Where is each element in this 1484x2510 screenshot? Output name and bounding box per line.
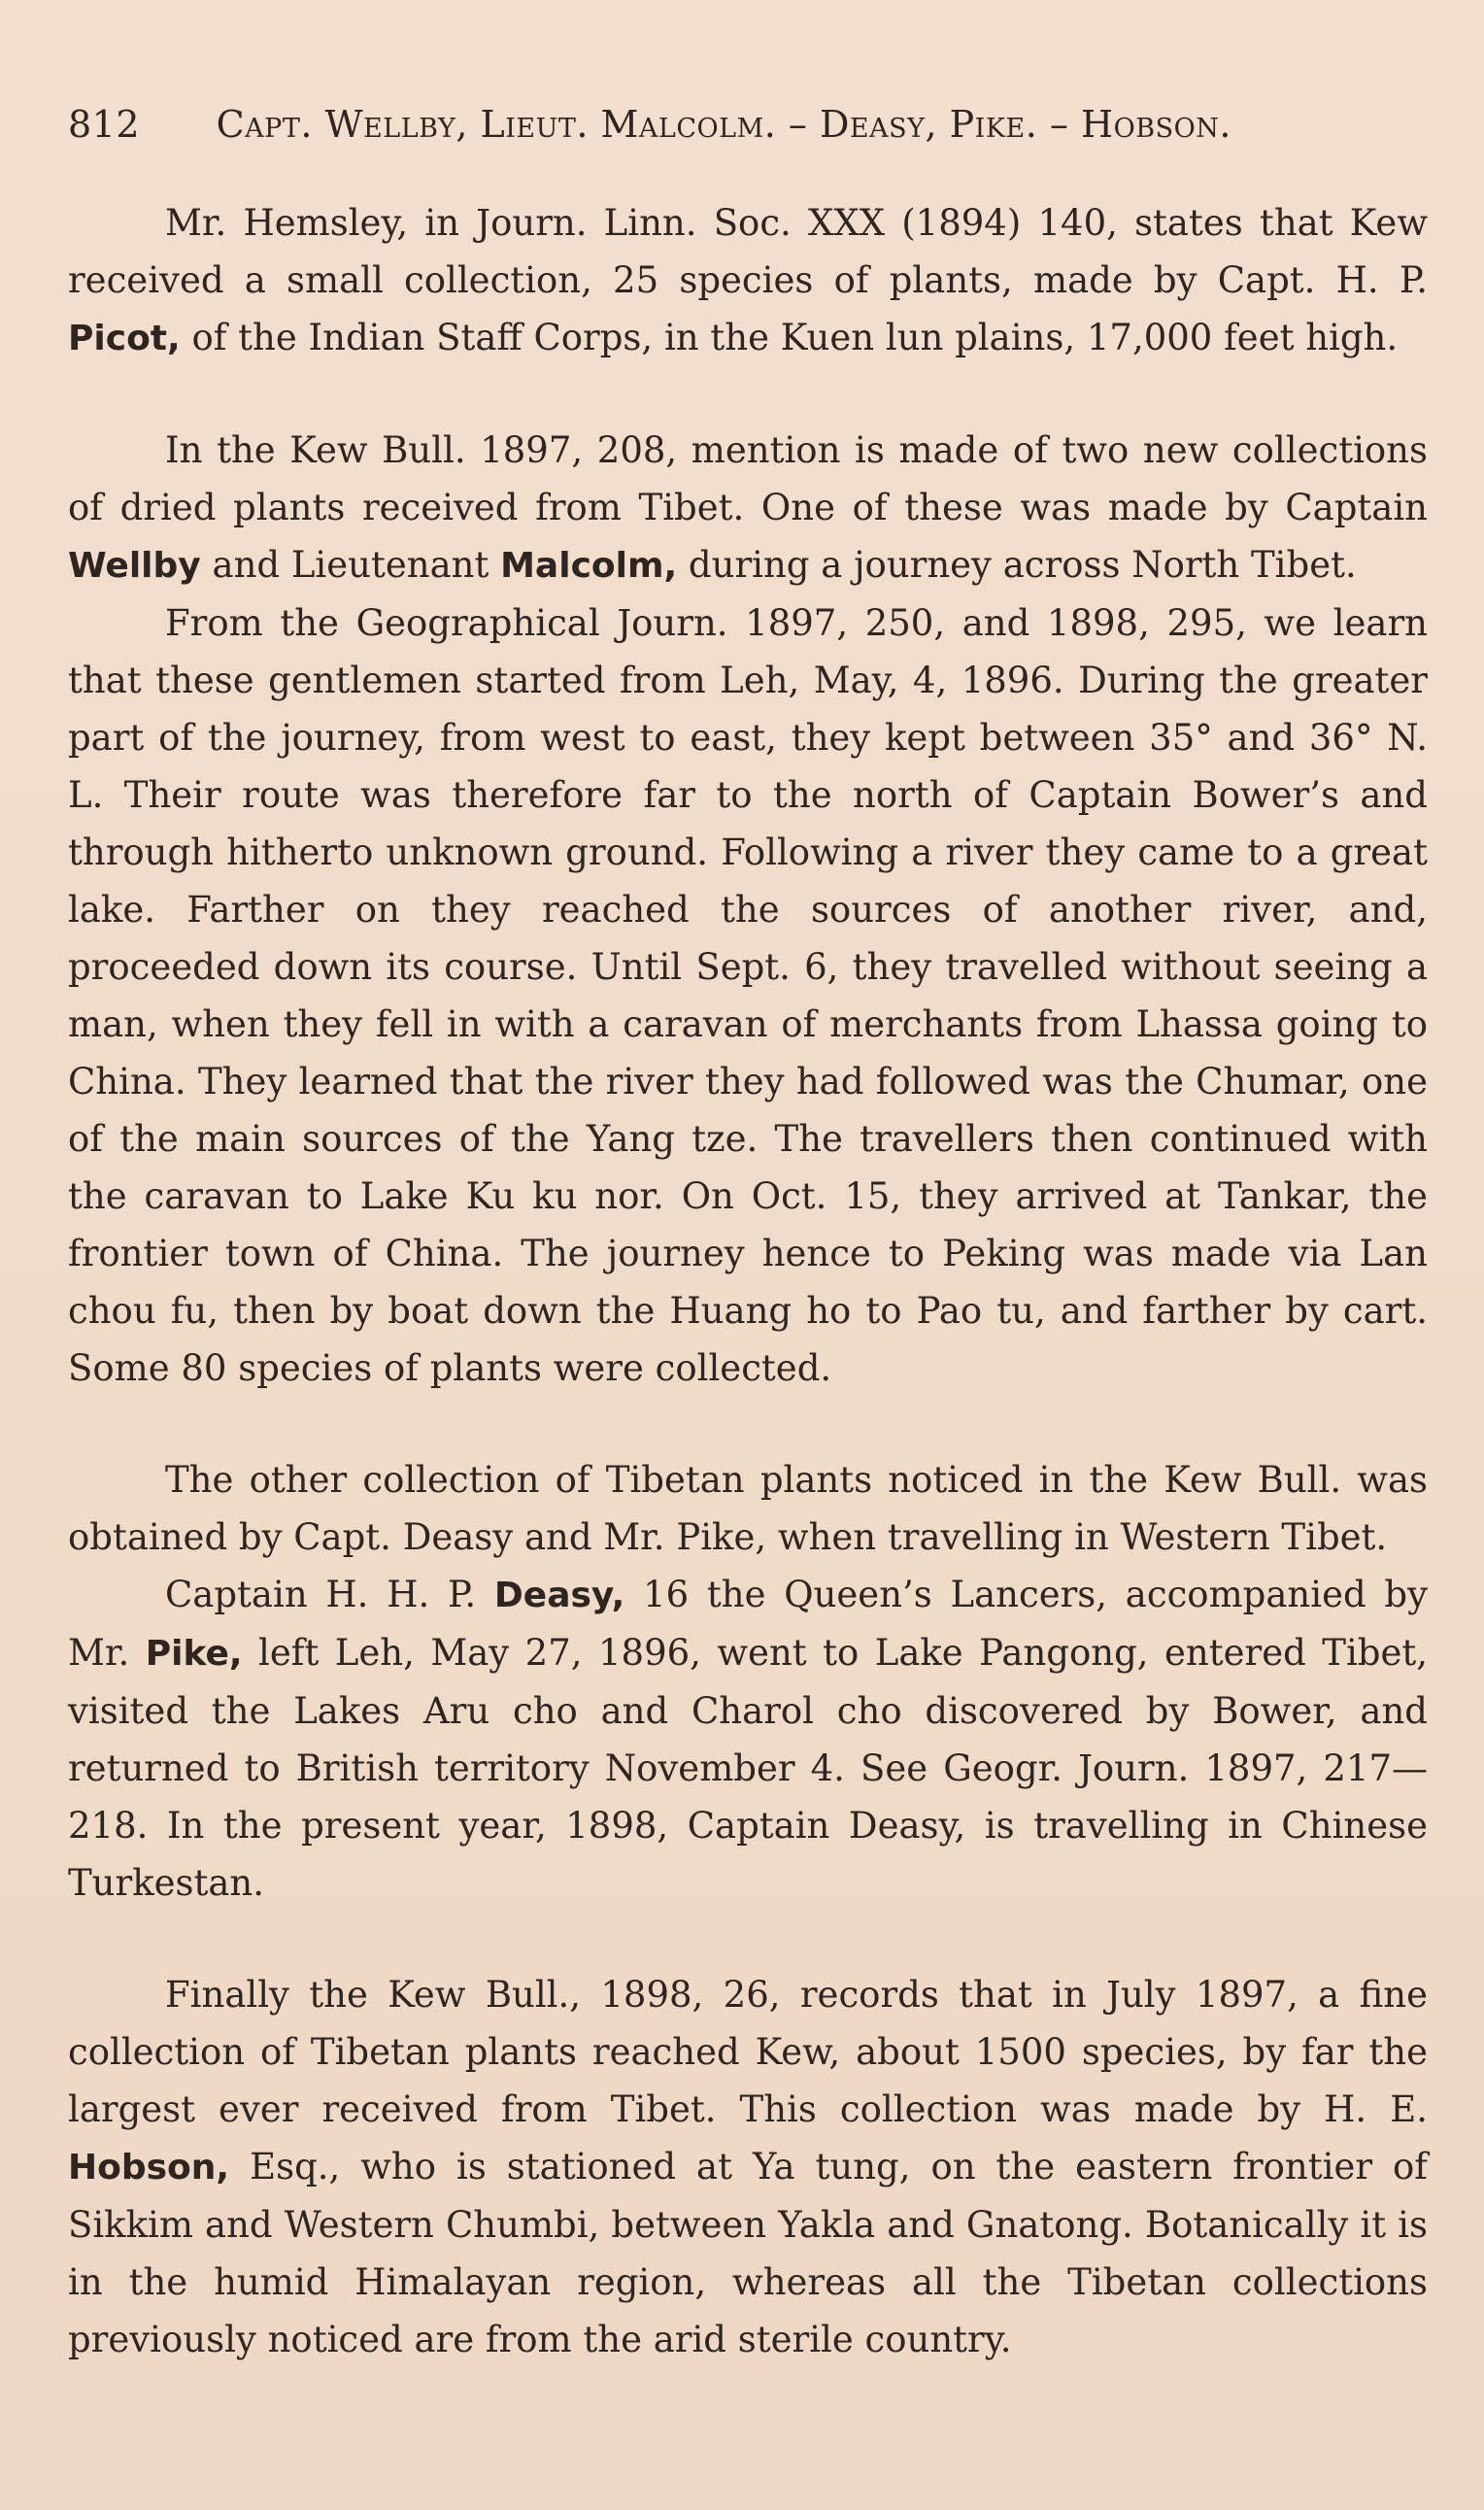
person-name: Malcolm, (500, 546, 678, 586)
text-segment: of the Indian Staff Corps, in the Kuen lun plains, 17,000 feet high. (180, 317, 1399, 358)
person-name: Picot, (68, 319, 181, 358)
text-segment: Esq., who is stationed at Ya tung, on the eastern frontier of Sikkim and Western Chumbi, between Yakla and Gnatong. Botanically it is in the humid Himalayan region, whereas all the Tibetan collections previously noticed are from the arid sterile country. (68, 2146, 1428, 2360)
paragraph (68, 422, 1428, 594)
text-segment: and Lieutenant (200, 544, 501, 586)
person-name: Pike, (145, 1634, 243, 1674)
person-name: Deasy, (493, 1576, 625, 1615)
paragraph (68, 1451, 1428, 1566)
text-segment: In the Kew Bull. 1897, 208, mention is made of two new collections of dried plants received from Tibet. One of these was made by Captain (68, 429, 1428, 528)
paragraph (68, 1566, 1428, 1912)
text-segment: From the Geographical Journ. 1897, 250, and 1898, 295, we learn that these gentlemen started from Leh, May, 4, 1896. During the greater part of the journey, from west to east, they kept between 35° and 36° N. L. Their route was therefore far to the north of Captain Bower’s and through hitherto unknown ground. Following a river they came to a great lake. Farther on they reached the sources of another river, and, proceeded down its course. Until Sept. 6, they travelled without seeing a man, when they fell in with a caravan of merchants from Lhassa going to China. They learned that the river they had followed was the Chumar, one of the main sources of the Yang tze. The travellers then continued with the caravan to Lake Ku ku nor. On Oct. 15, they arrived at Tankar, the frontier town of China. The journey hence to Peking was made via Lan chou fu, then by boat down the Huang ho to Pao tu, and farther by cart. Some 80 species of plants were collected. (68, 602, 1428, 1389)
text-segment: 16 the Queen’s Lancers, accompanied by Mr. (68, 1574, 1429, 1674)
text-segment: Mr. Hemsley, in Journ. Linn. Soc. XXX (1894) 140, states that Kew received a small collection, 25 species of plants, made by Capt. H. P. (68, 202, 1428, 301)
page-number: 812 (68, 103, 141, 146)
paragraph (68, 594, 1428, 1397)
text-segment: left Leh, May 27, 1896, went to Lake Pangong, entered Tibet, visited the Lakes Aru cho and Charol cho discovered by Bower, and returned to British territory November 4. See Geogr. Journ. 1897, 217—218. In the present year, 1898, Captain Deasy, is travelling in Chinese Turkestan. (68, 1632, 1428, 1904)
running-head (68, 95, 1428, 153)
body-text (68, 194, 1428, 2368)
text-segment: The other collection of Tibetan plants noticed in the Kew Bull. was obtained by Capt. Deasy and Mr. Pike, when travelling in Western Tibet. (68, 1459, 1428, 1558)
person-name: Wellby (68, 546, 201, 586)
paragraph (68, 194, 1428, 367)
person-name: Hobson, (68, 2148, 230, 2188)
running-head-title: Capt. Wellby, Lieut. Malcolm. – Deasy, Pike. – Hobson. (216, 103, 1231, 146)
paragraph (68, 1966, 1428, 2368)
text-segment: Finally the Kew Bull., 1898, 26, records that in July 1897, a fine collection of Tibetan plants reached Kew, about 1500 species, by far the largest ever received from Tibet. This collection was made by H. E. (68, 1974, 1428, 2130)
text-segment: during a journey across North Tibet. (677, 544, 1357, 586)
text-segment: Captain H. H. P. (165, 1574, 494, 1615)
